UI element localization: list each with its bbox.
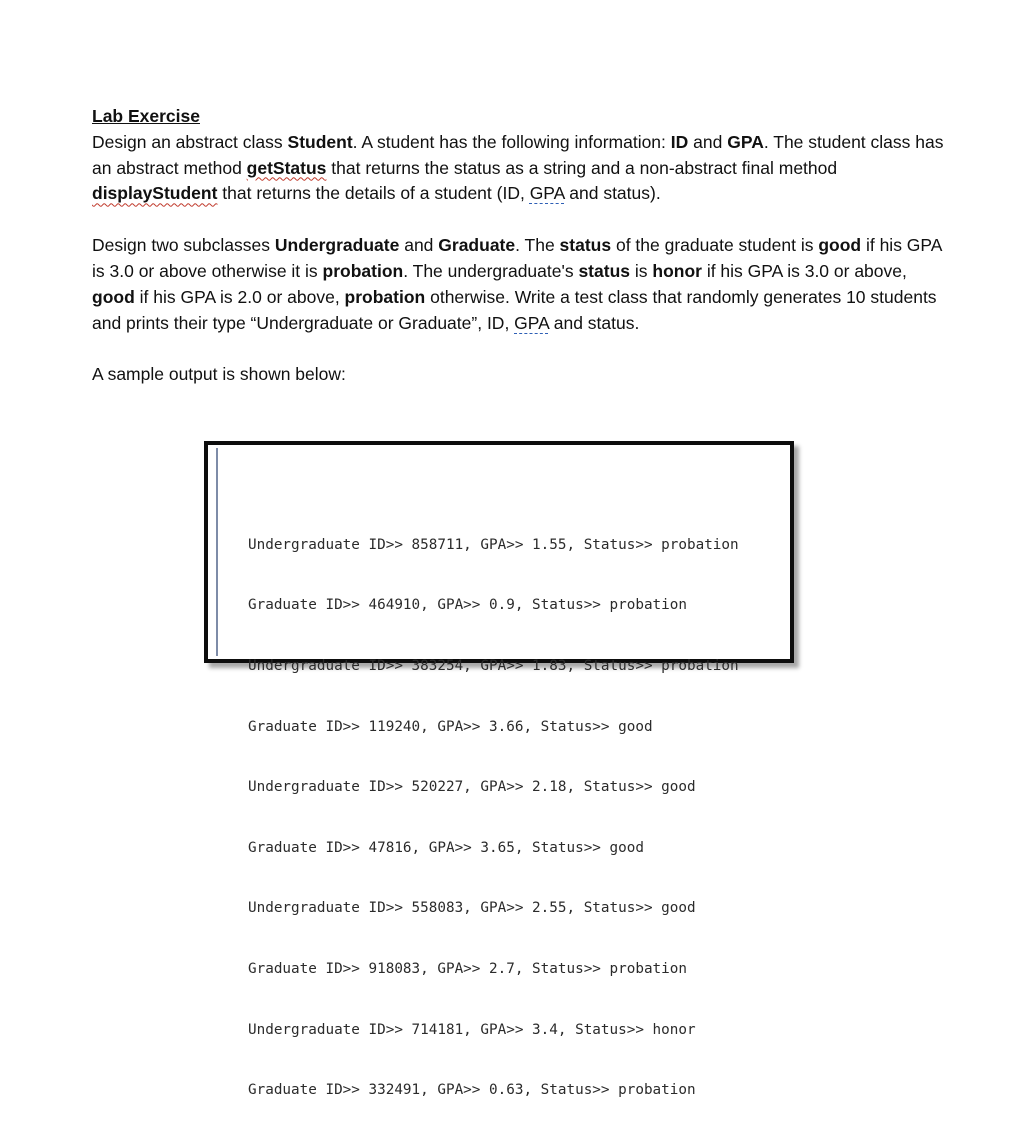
console-line: Undergraduate ID>> 383254, GPA>> 1.83, Status>> probation [248, 658, 739, 674]
text: of the graduate student is [611, 235, 819, 256]
console-line: Graduate ID>> 464910, GPA>> 0.9, Status>> probation [248, 597, 687, 614]
text: if his GPA is 2.0 or above, [134, 286, 345, 307]
bold-status: status [559, 235, 612, 256]
text: Design an abstract class [92, 131, 288, 152]
bold-student: Student [287, 131, 353, 152]
text: and [688, 131, 728, 152]
console-output [216, 448, 782, 1099]
text: that returns the details of a student (ID, [217, 183, 530, 204]
text: is [630, 260, 653, 281]
text: and status). [564, 183, 661, 204]
console-top-padding [248, 488, 782, 494]
underlined-gpa: GPA [529, 183, 565, 204]
bold-probation: probation [322, 260, 404, 281]
console-line: Undergraduate ID>> 520227, GPA>> 2.18, Status>> good [248, 779, 696, 796]
paragraph-spacer [92, 336, 952, 362]
text: otherwise. Write a test class that randomly generates 10 students and prints their type “Undergraduate or Graduate”, ID, [92, 286, 937, 333]
console-line: Graduate ID>> 47816, GPA>> 3.65, Status>> good [248, 839, 644, 856]
text: and status. [548, 312, 640, 333]
text: Design two subclasses [92, 235, 275, 256]
console-line: Graduate ID>> 918083, GPA>> 2.7, Status>> probation [248, 960, 687, 977]
paragraph-abstract-class [92, 130, 952, 207]
bold-id: ID [670, 131, 689, 152]
console-line: Undergraduate ID>> 714181, GPA>> 3.4, Status>> honor [248, 1021, 696, 1038]
console-line: Undergraduate ID>> 858711, GPA>> 1.55, Status>> probation [248, 536, 739, 553]
text: . A student has the following information: [352, 131, 671, 152]
text: . The [515, 235, 560, 256]
bold-gpa: GPA [727, 131, 764, 152]
text: that returns the status as a string and a non-abstract final method [326, 157, 838, 178]
lab-exercise-heading: Lab Exercise [92, 106, 200, 126]
paragraph-spacer [92, 207, 952, 233]
bold-displaystudent: displayStudent [92, 183, 218, 204]
underlined-gpa: GPA [514, 312, 549, 333]
bold-status: status [578, 260, 630, 281]
bold-undergraduate: Undergraduate [274, 235, 400, 256]
text: if his GPA is 3.0 or above otherwise it is [92, 235, 942, 281]
text: . The student class has an abstract method [92, 131, 944, 178]
bold-good: good [818, 235, 862, 256]
sample-output-caption: A sample output is shown below: [92, 364, 346, 385]
text: . The undergraduate's [403, 260, 579, 281]
document-body [92, 104, 952, 388]
bold-probation: probation [344, 286, 426, 307]
console-line: Undergraduate ID>> 558083, GPA>> 2.55, Status>> good [248, 900, 696, 917]
paragraph-subclasses [92, 233, 952, 336]
text: and [399, 235, 439, 256]
bold-good: good [92, 286, 135, 307]
sample-output-screenshot [204, 441, 794, 1099]
bold-getstatus: getStatus [246, 157, 327, 178]
text: if his GPA is 3.0 or above, [701, 260, 907, 281]
console-line: Graduate ID>> 332491, GPA>> 0.63, Status>> probation [248, 1082, 696, 1099]
bold-honor: honor [652, 260, 702, 281]
bold-graduate: Graduate [438, 235, 516, 256]
console-line: Graduate ID>> 119240, GPA>> 3.66, Status>> good [248, 718, 653, 735]
